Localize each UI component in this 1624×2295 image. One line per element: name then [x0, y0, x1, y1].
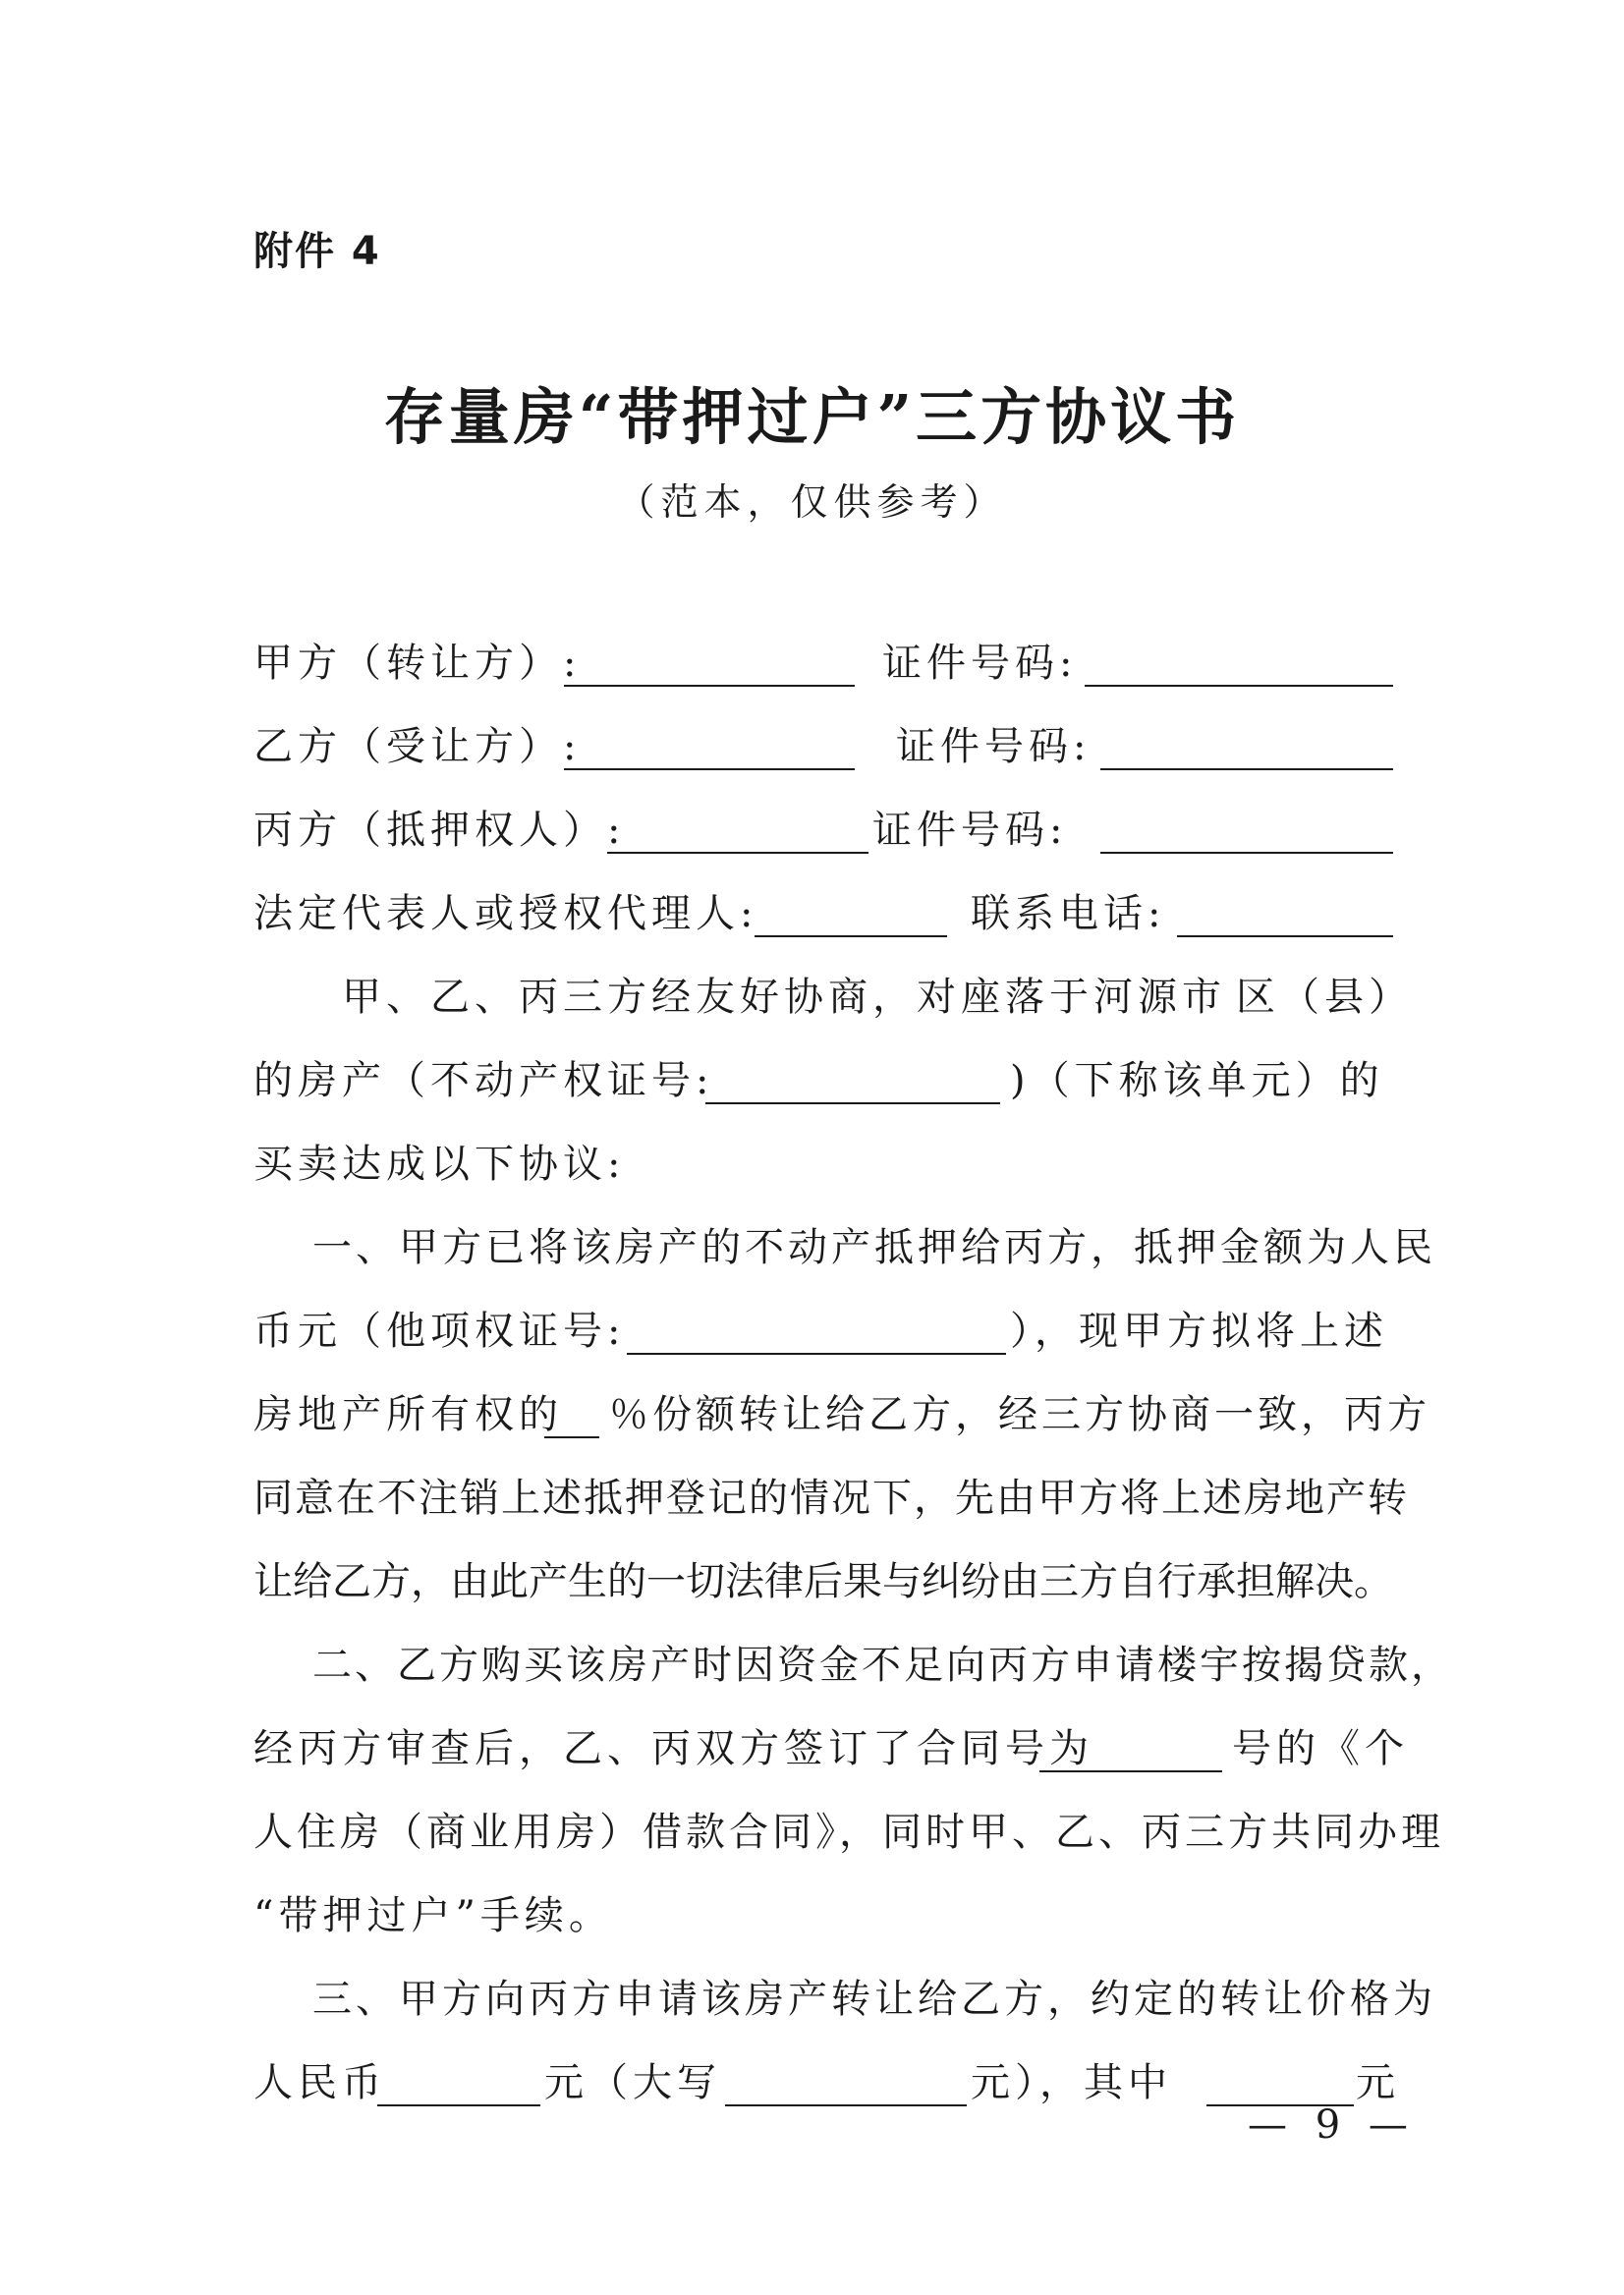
clause-text: 经丙方审查后，乙、丙双方签订了合同号为: [253, 1726, 1093, 1771]
party-c-name-field[interactable]: [607, 809, 868, 854]
party-b-id-field[interactable]: [1100, 725, 1393, 770]
representative-label: 法定代表人或授权代理人:: [253, 891, 758, 936]
clause2-line-4: [253, 1886, 1393, 1945]
clause1-line-5: [253, 1552, 1393, 1611]
party-c-label: 丙方（抵押权人）:: [253, 808, 626, 853]
party-b-row: [253, 717, 1393, 776]
share-percent-field[interactable]: [544, 1393, 599, 1438]
clause-text: 元（大写: [544, 2060, 721, 2105]
attachment-label: 附件 4: [253, 229, 381, 274]
clause1-line-4: [253, 1469, 1409, 1528]
clause3-line-2: [253, 2053, 1400, 2112]
other-cert-field[interactable]: [627, 1310, 1006, 1355]
district-text: 区（县）: [1236, 975, 1413, 1020]
party-b-label: 乙方（受让方）:: [253, 724, 582, 769]
party-c-row: [253, 801, 1393, 860]
clause2-line-2: [253, 1719, 1409, 1778]
intro-line-1: [253, 968, 1413, 1027]
other-cert-label: 币元（他项权证号:: [253, 1309, 626, 1354]
phone-label: 联系电话:: [971, 891, 1166, 936]
phone-field[interactable]: [1177, 892, 1393, 937]
partial-amount-field[interactable]: [1206, 2061, 1354, 2106]
clause2-line-3: [253, 1803, 1444, 1862]
clause3-line-1: [253, 1970, 1436, 2029]
clause-text: 二、乙方购买该房产时因资金不足向丙方申请楼宇按揭贷款，: [312, 1643, 1453, 1688]
clause2-line-1: [253, 1636, 1453, 1695]
clause-text: 元），其中: [971, 2060, 1172, 2105]
party-b-name-field[interactable]: [564, 725, 855, 770]
clause-text: 号的《个: [1232, 1726, 1409, 1771]
party-a-name-field[interactable]: [564, 642, 855, 687]
representative-field[interactable]: [755, 892, 947, 937]
party-c-id-label: 证件号码:: [872, 808, 1068, 853]
price-field[interactable]: [377, 2061, 540, 2106]
party-b-id-label: 证件号码:: [896, 724, 1092, 769]
representative-row: [253, 884, 1393, 943]
price-uppercase-field[interactable]: [725, 2061, 967, 2106]
clause-text: “带押过户”手续。: [253, 1893, 613, 1938]
clause-text: 三、甲方向丙方申请该房产转让给乙方，约定的转让价格为: [312, 1977, 1436, 2022]
document-subtitle: （范本，仅供参考）: [617, 480, 1007, 524]
intro-text: 买卖达成以下协议:: [253, 1142, 626, 1187]
party-c-id-field[interactable]: [1100, 809, 1393, 854]
party-a-row: [253, 634, 1393, 693]
page-number: — 9 —: [1248, 2102, 1416, 2148]
party-a-label: 甲方（转让方）:: [253, 641, 582, 686]
clause-text: 人民币: [253, 2060, 386, 2105]
property-cert-field[interactable]: [705, 1059, 1000, 1104]
clause1-line-1: [253, 1218, 1436, 1277]
document-title: 存量房“带押过户”三方协议书: [383, 381, 1241, 453]
clause-text: 同意在不注销上述抵押登记的情况下，先由甲方将上述房地产转: [253, 1476, 1409, 1521]
clause-text: 人住房（商业用房）借款合同》，同时甲、乙、丙三方共同办理: [253, 1810, 1444, 1855]
clause-text: 一、甲方已将该房产的不动产抵押给丙方，抵押金额为人民: [312, 1225, 1436, 1270]
clause-text: 让给乙方，由此产生的一切法律后果与纠纷由三方自行承担解决。: [253, 1559, 1393, 1604]
clause-text: 房地产所有权的: [253, 1392, 563, 1437]
party-a-id-label: 证件号码:: [882, 641, 1078, 686]
clause-text: ），现甲方拟将上述: [1010, 1309, 1388, 1354]
clause-text: ％份额转让给乙方，经三方协商一致，丙方: [609, 1392, 1430, 1437]
clause-text: 元: [1356, 2060, 1400, 2105]
property-cert-label: 的房产（不动产权证号:: [253, 1058, 714, 1103]
unit-text: )（下称该单元）的: [1010, 1058, 1384, 1103]
clause1-line-3: [253, 1385, 1430, 1444]
contract-number-field[interactable]: [1039, 1727, 1222, 1772]
party-a-id-field[interactable]: [1085, 642, 1393, 687]
clause1-line-2: [253, 1302, 1393, 1361]
intro-line-2: [253, 1051, 1393, 1110]
intro-text: 甲、乙、丙三方经友好协商，对座落于河源市: [342, 975, 1226, 1020]
intro-line-3: [253, 1135, 1393, 1194]
